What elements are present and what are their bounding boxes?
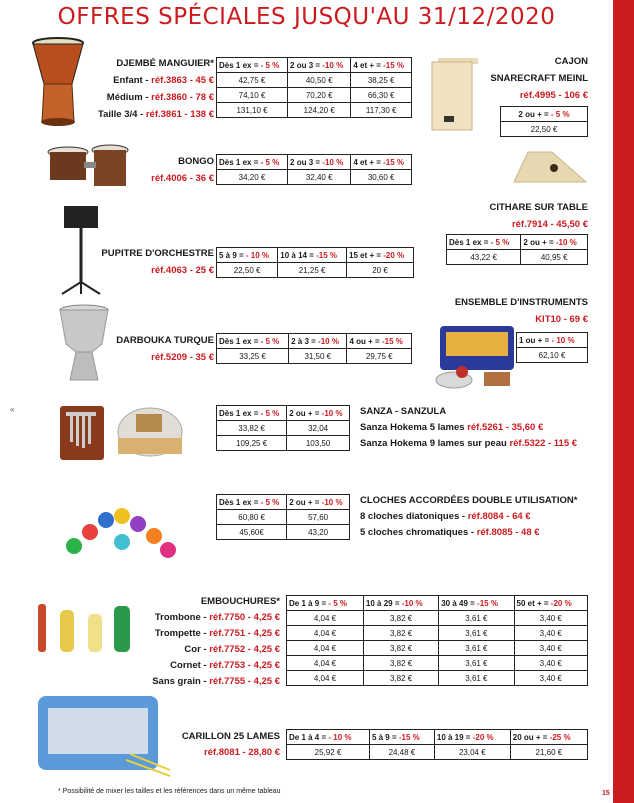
price-cell: 40,50 € <box>288 73 351 88</box>
price-cell: 42,75 € <box>217 73 288 88</box>
cajon-name-2: SNARECRAFT MEINL <box>490 73 588 84</box>
pupitre-name: PUPITRE D'ORCHESTRE <box>101 248 214 259</box>
price-cell: 4,04 € <box>287 611 364 626</box>
cithare-ref: réf.7914 - 45,50 € <box>511 219 588 230</box>
tier-header: 5 à 9 = -15 % <box>369 730 434 745</box>
price-cell: 29,75 € <box>347 349 412 364</box>
tier-header: Dès 1 ex = - 5 % <box>217 334 289 349</box>
tier-header: De 1 à 9 = - 5 % <box>287 596 364 611</box>
sanza-price-table <box>216 405 350 451</box>
cithare-price-table <box>446 234 588 265</box>
ensemble-ref: KIT10 - 69 € <box>535 314 588 325</box>
price-cell: 20 € <box>347 263 414 278</box>
price-cell: 66,30 € <box>351 88 412 103</box>
price-cell: 3,40 € <box>514 626 587 641</box>
carillon-ref: réf.8081 - 28,80 € <box>203 747 280 758</box>
pupitre-price-table <box>216 247 414 278</box>
price-cell: 23,04 € <box>434 745 510 760</box>
price-cell: 43,20 <box>287 525 350 540</box>
cloches-ref: réf.8085 - 48 € <box>476 527 540 538</box>
tier-header: Dès 1 ex = - 5 % <box>447 235 521 250</box>
tier-header: 15 et + = -20 % <box>347 248 414 263</box>
price-cell: 40,95 € <box>521 250 588 265</box>
tier-header: 30 à 49 = -15 % <box>439 596 514 611</box>
page-number: 15 <box>602 790 610 797</box>
sanza-image <box>58 402 188 464</box>
glockenspiel-image <box>36 690 172 782</box>
tier-header: 10 à 19 = -20 % <box>434 730 510 745</box>
cloches-label: 5 cloches chromatiques - <box>360 527 477 538</box>
embouchure-label: Sans grain - <box>152 676 210 687</box>
footnote: * Possibilité de mixer les tailles et les références dans un même tableau <box>58 788 281 795</box>
djembe-size-label: Enfant - <box>113 75 152 86</box>
tier-header: 4 ou + = -15 % <box>347 334 412 349</box>
sanza-row <box>360 419 543 436</box>
embouchure-ref: réf.7753 - 4,25 € <box>209 660 280 671</box>
tier-header: 2 ou + = -10 % <box>521 235 588 250</box>
price-cell: 3,40 € <box>514 656 587 671</box>
carillon-price-table <box>286 729 588 760</box>
embouchures-price-table <box>286 595 588 686</box>
bongo-name: BONGO <box>178 156 214 167</box>
price-cell: 3,40 € <box>514 611 587 626</box>
tier-header: 5 à 9 = - 10 % <box>217 248 278 263</box>
embouchure-row <box>130 609 280 626</box>
price-cell: 31,50 € <box>289 349 347 364</box>
tier-header: 4 et + = -15 % <box>351 58 412 73</box>
price-cell: 103,50 <box>287 436 350 451</box>
sanza-row <box>360 435 577 452</box>
djembe-row <box>60 106 214 123</box>
djembe-row <box>60 72 214 89</box>
price-cell: 4,04 € <box>287 671 364 686</box>
price-cell: 22,50 € <box>501 122 588 137</box>
price-cell: 22,50 € <box>217 263 278 278</box>
sanza-ref: réf.5261 - 35,60 € <box>467 422 544 433</box>
price-cell: 4,04 € <box>287 656 364 671</box>
price-cell: 33,82 € <box>217 421 287 436</box>
price-cell: 4,04 € <box>287 626 364 641</box>
page-title: OFFRES SPÉCIALES JUSQU'AU 31/12/2020 <box>57 4 556 30</box>
tier-header: 2 ou 3 = -10 % <box>288 155 351 170</box>
djembe-row <box>60 89 214 106</box>
price-cell: 3,61 € <box>439 641 514 656</box>
price-cell: 57,60 <box>287 510 350 525</box>
price-cell: 24,48 € <box>369 745 434 760</box>
price-cell: 3,82 € <box>363 626 438 641</box>
price-cell: 4,04 € <box>287 641 364 656</box>
tier-header: 2 ou + = - 5 % <box>501 107 588 122</box>
embouchure-row <box>130 673 280 690</box>
price-cell: 33,25 € <box>217 349 289 364</box>
instrument-kit-image <box>432 318 522 394</box>
embouchure-ref: réf.7752 - 4,25 € <box>209 644 280 655</box>
tier-header: 10 à 29 = -10 % <box>363 596 438 611</box>
price-cell: 34,20 € <box>217 170 288 185</box>
price-cell: 32,40 € <box>288 170 351 185</box>
embouchure-row <box>130 625 280 642</box>
price-cell: 3,82 € <box>363 671 438 686</box>
cithare-image <box>512 150 588 190</box>
ensemble-name: ENSEMBLE D'INSTRUMENTS <box>454 297 588 308</box>
price-cell: 62,10 € <box>517 348 588 363</box>
embouchure-row <box>130 641 280 658</box>
sanza-ref: réf.5322 - 115 € <box>509 438 578 449</box>
pupitre-ref: réf.4063 - 25 € <box>151 265 214 276</box>
price-cell: 74,10 € <box>217 88 288 103</box>
darbouka-name: DARBOUKA TURQUE <box>116 335 214 346</box>
sanza-label: Sanza Hokema 9 lames sur peau <box>360 438 510 449</box>
cloches-label: 8 cloches diatoniques - <box>360 511 468 522</box>
tier-header: Dès 1 ex = - 5 % <box>217 495 287 510</box>
ensemble-price-table <box>516 332 588 363</box>
darbouka-ref: réf.5209 - 35 € <box>151 352 214 363</box>
bells-image <box>62 480 180 564</box>
tier-header: 2 ou + = -10 % <box>287 406 350 421</box>
djembe-size-label: Taille 3/4 - <box>97 109 146 120</box>
price-cell: 43,22 € <box>447 250 521 265</box>
cajon-ref: réf.4995 - 106 € <box>519 90 588 101</box>
price-cell: 21,25 € <box>278 263 347 278</box>
djembe-price-table <box>216 57 412 118</box>
cloches-row <box>360 524 540 541</box>
tier-header: 4 et + = -15 % <box>351 155 412 170</box>
stray-mark: « <box>10 405 15 414</box>
cloches-row <box>360 508 531 525</box>
sanza-label: Sanza Hokema 5 lames <box>360 422 468 433</box>
price-cell: 60,80 € <box>217 510 287 525</box>
tier-header: 20 ou + = -25 % <box>510 730 587 745</box>
price-cell: 70,20 € <box>288 88 351 103</box>
price-cell: 30,60 € <box>351 170 412 185</box>
embouchure-label: Trombone - <box>154 612 210 623</box>
price-cell: 124,20 € <box>288 103 351 118</box>
price-cell: 3,82 € <box>363 641 438 656</box>
price-cell: 21,60 € <box>510 745 587 760</box>
djembe-name: DJEMBÉ MANGUIER* <box>116 58 214 69</box>
cloches-name: CLOCHES ACCORDÉES DOUBLE UTILISATION* <box>360 495 578 506</box>
price-cell: 109,25 € <box>217 436 287 451</box>
embouchure-ref: réf.7751 - 4,25 € <box>209 628 280 639</box>
price-cell: 3,40 € <box>514 641 587 656</box>
mouthpieces-image <box>30 596 140 660</box>
tier-header: 2 ou 3 = -10 % <box>288 58 351 73</box>
embouchure-ref: réf.7755 - 4,25 € <box>209 676 280 687</box>
cajon-name: CAJON <box>554 56 588 67</box>
djembe-ref: réf.3861 - 138 € <box>145 109 214 120</box>
tier-header: Dès 1 ex = - 5 % <box>217 58 288 73</box>
price-cell: 3,61 € <box>439 611 514 626</box>
carillon-name: CARILLON 25 LAMES <box>181 731 280 742</box>
price-cell: 32,04 <box>287 421 350 436</box>
embouchure-row <box>130 657 280 674</box>
tier-header: Dès 1 ex = - 5 % <box>217 406 287 421</box>
tier-header: 2 ou + = -10 % <box>287 495 350 510</box>
darbouka-price-table <box>216 333 412 364</box>
cithare-name: CITHARE SUR TABLE <box>489 202 588 213</box>
price-cell: 3,82 € <box>363 611 438 626</box>
cloches-ref: réf.8084 - 64 € <box>467 511 531 522</box>
djembe-ref: réf.3860 - 78 € <box>151 92 214 103</box>
tier-header: 50 et + = -20 % <box>514 596 587 611</box>
tier-header: 2 à 3 = -10 % <box>289 334 347 349</box>
price-cell: 45,60€ <box>217 525 287 540</box>
cloches-price-table <box>216 494 350 540</box>
price-cell: 131,10 € <box>217 103 288 118</box>
embouchures-name: EMBOUCHURES* <box>200 596 280 607</box>
cajon-price-table <box>500 106 588 137</box>
djembe-ref: réf.3863 - 45 € <box>151 75 214 86</box>
music-stand-image <box>56 204 106 296</box>
price-cell: 117,30 € <box>351 103 412 118</box>
embouchure-label: Trompette - <box>154 628 210 639</box>
tier-header: 10 à 14 = -15 % <box>278 248 347 263</box>
embouchure-label: Cor - <box>184 644 210 655</box>
price-cell: 3,61 € <box>439 656 514 671</box>
djembe-size-label: Médium - <box>106 92 152 103</box>
price-cell: 3,61 € <box>439 671 514 686</box>
tier-header: De 1 à 4 = - 10 % <box>287 730 370 745</box>
tier-header: Dès 1 ex = - 5 % <box>217 155 288 170</box>
bongo-ref: réf.4006 - 36 € <box>151 173 214 184</box>
embouchure-label: Cornet - <box>170 660 210 671</box>
price-cell: 38,25 € <box>351 73 412 88</box>
bongo-price-table <box>216 154 412 185</box>
side-catalogue-text: Catalogue - Lugdivine SEPTEMBRE 2020 <box>617 646 623 760</box>
embouchure-ref: réf.7750 - 4,25 € <box>209 612 280 623</box>
price-cell: 3,82 € <box>363 656 438 671</box>
sanza-name: SANZA - SANZULA <box>360 406 447 417</box>
price-cell: 25,92 € <box>287 745 370 760</box>
tier-header: 1 ou + = - 10 % <box>517 333 588 348</box>
cajon-image <box>432 58 480 132</box>
price-cell: 3,40 € <box>514 671 587 686</box>
price-cell: 3,61 € <box>439 626 514 641</box>
